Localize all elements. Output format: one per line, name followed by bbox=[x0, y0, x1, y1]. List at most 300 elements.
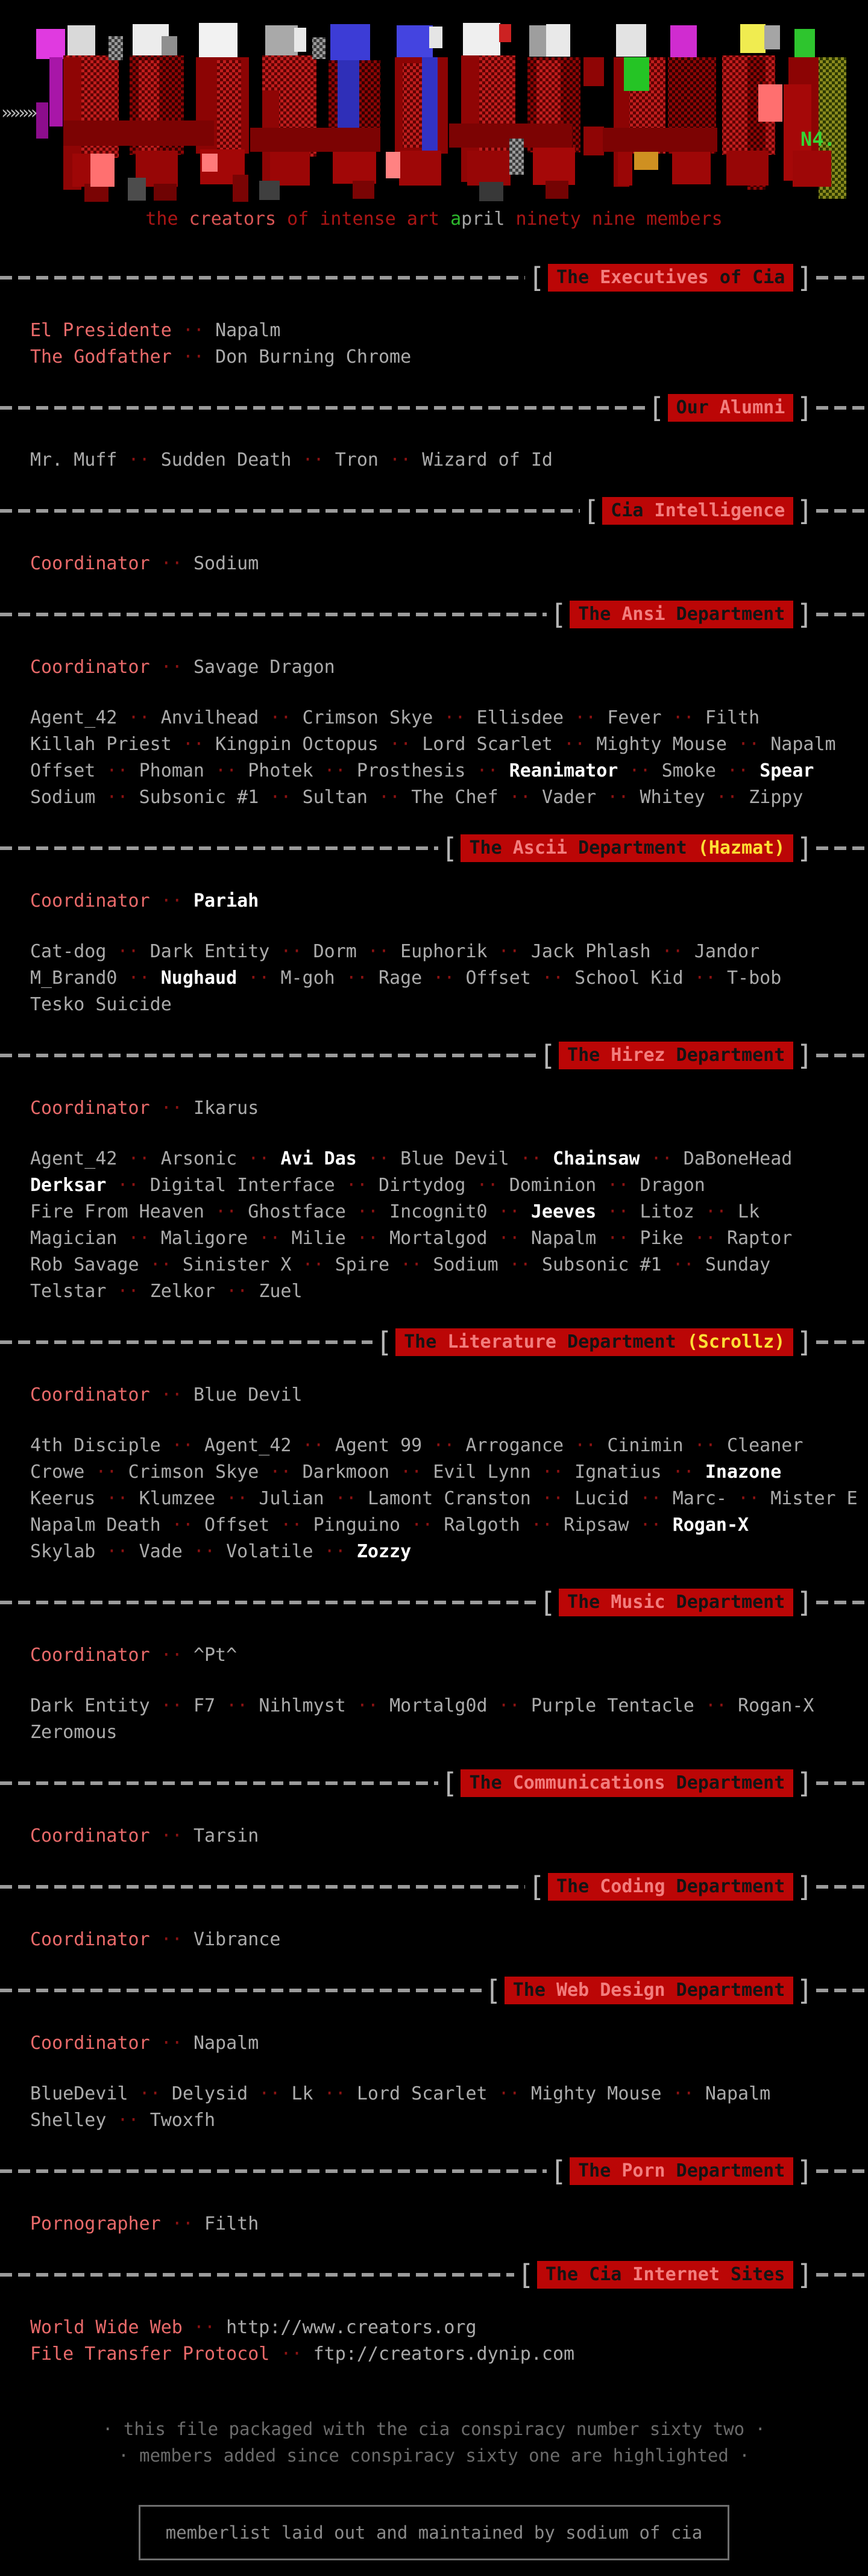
left-bracket-icon: [ bbox=[441, 832, 458, 864]
section-ascii-department bbox=[0, 833, 868, 1018]
right-bracket-icon: ] bbox=[796, 1586, 813, 1619]
dashed-rule-left bbox=[0, 1781, 438, 1785]
role-list bbox=[0, 1642, 868, 1669]
member-name: Reanimator bbox=[509, 760, 618, 781]
member-list bbox=[0, 447, 868, 474]
separator-dots: ·· bbox=[149, 553, 193, 574]
role-label: Pornographer bbox=[30, 2213, 161, 2234]
member-name: Offset bbox=[30, 760, 96, 781]
section-title-word: Department bbox=[567, 1331, 676, 1352]
separator-dots: ·· bbox=[117, 968, 161, 989]
separator-dots: ·· bbox=[465, 760, 509, 781]
member-row bbox=[30, 447, 868, 474]
dashed-rule-right bbox=[816, 406, 868, 410]
separator-dots: ·· bbox=[465, 1175, 509, 1196]
member-name: Rogan-X bbox=[672, 1515, 749, 1536]
member-name: Ralgoth bbox=[444, 1515, 520, 1536]
separator-dots: ·· bbox=[596, 787, 640, 808]
member-name: Dark Entity bbox=[149, 941, 270, 962]
section-header-ascii-department bbox=[0, 833, 868, 863]
member-name: Napalm bbox=[193, 2033, 259, 2054]
member-list bbox=[0, 939, 868, 1018]
separator-dots: ·· bbox=[487, 941, 531, 962]
separator-dots: ·· bbox=[160, 1435, 204, 1456]
member-name: Sodium bbox=[433, 1254, 498, 1275]
subtitle-part3: ninety nine members bbox=[505, 208, 723, 230]
left-bracket-icon: [ bbox=[376, 1326, 393, 1358]
dashed-rule-right bbox=[816, 613, 868, 616]
right-bracket-icon: ] bbox=[796, 598, 813, 631]
dashed-rule-left bbox=[0, 2273, 514, 2277]
member-name: Derksar bbox=[30, 1175, 107, 1196]
member-name: Pike bbox=[640, 1228, 684, 1249]
role-line bbox=[30, 1382, 868, 1408]
role-list bbox=[0, 2211, 868, 2237]
section-cia-internet-sites bbox=[0, 2260, 868, 2368]
section-header-music-department bbox=[0, 1587, 868, 1618]
separator-dots: ·· bbox=[661, 1462, 705, 1483]
separator-dots: ·· bbox=[487, 1695, 531, 1716]
member-name: Filth bbox=[204, 2213, 259, 2234]
member-name: Lord Scarlet bbox=[422, 734, 553, 755]
role-label: Coordinator bbox=[30, 890, 150, 911]
separator-dots: ·· bbox=[487, 1201, 531, 1222]
member-name: Avi Das bbox=[280, 1148, 357, 1169]
separator-dots: ·· bbox=[422, 1435, 466, 1456]
member-name: Jandor bbox=[694, 941, 760, 962]
section-title-word: Music bbox=[611, 1592, 665, 1613]
separator-dots: ·· bbox=[117, 707, 161, 728]
member-name: Offset bbox=[465, 968, 531, 989]
dashed-rule-left bbox=[0, 1340, 373, 1344]
member-name: Spear bbox=[760, 760, 814, 781]
member-name: Tron bbox=[335, 449, 379, 470]
member-name: Filth bbox=[705, 707, 760, 728]
member-name: BlueDevil bbox=[30, 2083, 128, 2104]
role-list bbox=[0, 1823, 868, 1849]
section-title-word: Department bbox=[578, 837, 687, 858]
section-title-word: Executives bbox=[600, 267, 709, 288]
separator-dots: ·· bbox=[259, 1462, 303, 1483]
separator-dots: ·· bbox=[422, 968, 466, 989]
member-row bbox=[30, 1486, 868, 1512]
separator-dots: ·· bbox=[313, 2083, 357, 2104]
member-name: Dirtydog bbox=[378, 1175, 466, 1196]
dashed-rule-right bbox=[816, 1781, 868, 1785]
member-name: Purple Tentacle bbox=[530, 1695, 694, 1716]
section-header-communications-department bbox=[0, 1768, 868, 1798]
member-name: Pariah bbox=[193, 890, 259, 911]
dashed-rule-right bbox=[816, 1054, 868, 1057]
separator-dots: ·· bbox=[149, 1098, 193, 1119]
member-name: Prosthesis bbox=[356, 760, 466, 781]
separator-dots: ·· bbox=[345, 1201, 390, 1222]
section-title-word: The bbox=[404, 1331, 437, 1352]
role-line bbox=[30, 2030, 868, 2057]
separator-dots: ·· bbox=[149, 2033, 193, 2054]
footer-credit-text: memberlist laid out and maintained by sodium of cia bbox=[165, 2522, 703, 2543]
section-title bbox=[602, 497, 793, 525]
separator-dots: ·· bbox=[204, 760, 248, 781]
separator-dots: ·· bbox=[215, 1695, 259, 1716]
separator-dots: ·· bbox=[694, 1201, 738, 1222]
section-title-word: Sites bbox=[730, 2264, 785, 2285]
section-ansi-department bbox=[0, 599, 868, 811]
member-name: Fever bbox=[607, 707, 662, 728]
member-name: Cat-dog bbox=[30, 941, 107, 962]
separator-dots: ·· bbox=[618, 760, 662, 781]
member-row bbox=[30, 965, 868, 992]
section-title-word: The bbox=[567, 1045, 600, 1066]
member-name: Ellisdee bbox=[476, 707, 564, 728]
dashed-rule-right bbox=[816, 1989, 868, 1992]
logo-ansi-art bbox=[0, 0, 868, 205]
member-row bbox=[30, 1252, 868, 1278]
member-name: Crimson Skye bbox=[302, 707, 433, 728]
section-title-word: Our bbox=[676, 397, 709, 418]
member-name: M_Brand0 bbox=[30, 968, 118, 989]
separator-dots: ·· bbox=[204, 1201, 248, 1222]
member-name: Tesko Suicide bbox=[30, 994, 172, 1015]
section-title-word: (Scrollz) bbox=[687, 1331, 785, 1352]
right-bracket-icon: ] bbox=[796, 261, 813, 294]
dashed-rule-right bbox=[816, 1601, 868, 1604]
dashed-rule-left bbox=[0, 276, 525, 280]
member-name: Ripsaw bbox=[564, 1515, 629, 1536]
separator-dots: ·· bbox=[248, 1228, 292, 1249]
role-list bbox=[0, 317, 868, 370]
separator-dots: ·· bbox=[715, 760, 760, 781]
member-name: Sultan bbox=[302, 787, 368, 808]
member-name: Lamont Cranston bbox=[367, 1488, 531, 1509]
member-name: Zippy bbox=[749, 787, 804, 808]
member-name: Incognit0 bbox=[389, 1201, 488, 1222]
right-bracket-icon: ] bbox=[796, 392, 813, 424]
member-name: Rob Savage bbox=[30, 1254, 139, 1275]
member-row bbox=[30, 1199, 868, 1225]
section-title bbox=[537, 2261, 793, 2289]
member-name: Vibrance bbox=[193, 1929, 281, 1950]
section-title bbox=[559, 1589, 793, 1616]
role-label: Coordinator bbox=[30, 657, 150, 678]
dashed-rule-left bbox=[0, 1601, 536, 1604]
subtitle-part1: the bbox=[145, 208, 189, 230]
member-name: M-goh bbox=[280, 968, 335, 989]
role-list bbox=[0, 654, 868, 681]
member-name: Shelley bbox=[30, 2110, 107, 2131]
separator-dots: ·· bbox=[269, 941, 313, 962]
role-label: Coordinator bbox=[30, 1645, 150, 1666]
section-title-word: of bbox=[719, 267, 742, 288]
section-title-word: (Hazmat) bbox=[697, 837, 785, 858]
left-bracket-icon: [ bbox=[528, 261, 545, 294]
section-header-intelligence bbox=[0, 496, 868, 526]
separator-dots: ·· bbox=[324, 1488, 368, 1509]
section-title-word: The bbox=[556, 1876, 590, 1897]
member-name: Arsonic bbox=[160, 1148, 237, 1169]
left-bracket-icon: [ bbox=[647, 392, 665, 424]
member-name: Lucid bbox=[574, 1488, 629, 1509]
member-list bbox=[0, 2081, 868, 2134]
separator-dots: ·· bbox=[291, 449, 335, 470]
separator-dots: ·· bbox=[661, 2083, 705, 2104]
member-name: Magician bbox=[30, 1228, 118, 1249]
separator-dots: ·· bbox=[553, 734, 597, 755]
member-name: Sudden Death bbox=[160, 449, 292, 470]
role-label: Coordinator bbox=[30, 1929, 150, 1950]
member-name: Nughaud bbox=[160, 968, 237, 989]
member-row bbox=[30, 1459, 868, 1486]
section-alumni bbox=[0, 393, 868, 474]
dashed-rule-left bbox=[0, 1989, 482, 1992]
role-list bbox=[0, 1927, 868, 1953]
member-row bbox=[30, 1433, 868, 1459]
member-name: F7 bbox=[193, 1695, 216, 1716]
member-name: Digital Interface bbox=[149, 1175, 335, 1196]
member-name: Inazone bbox=[705, 1462, 782, 1483]
section-title-word: The bbox=[556, 267, 590, 288]
separator-dots: ·· bbox=[694, 1695, 738, 1716]
left-bracket-icon: [ bbox=[582, 495, 600, 527]
separator-dots: ·· bbox=[149, 1384, 193, 1405]
section-coding-department bbox=[0, 1872, 868, 1953]
member-name: Smoke bbox=[661, 760, 716, 781]
section-literature-department bbox=[0, 1327, 868, 1565]
member-row bbox=[30, 939, 868, 965]
member-name: Napalm Death bbox=[30, 1515, 161, 1536]
section-title-word: Hirez bbox=[611, 1045, 665, 1066]
section-intelligence bbox=[0, 496, 868, 577]
section-title-word: Ansi bbox=[621, 604, 665, 625]
member-name: Napalm bbox=[705, 2083, 771, 2104]
section-title-word: The bbox=[578, 604, 611, 625]
right-bracket-icon: ] bbox=[796, 2155, 813, 2187]
member-name: Fire From Heaven bbox=[30, 1201, 204, 1222]
member-name: Agent_42 bbox=[204, 1435, 292, 1456]
separator-dots: ·· bbox=[171, 320, 216, 341]
member-name: 4th Disciple bbox=[30, 1435, 161, 1456]
member-name: Klumzee bbox=[139, 1488, 216, 1509]
member-name: Offset bbox=[204, 1515, 270, 1536]
section-title-word: Cia bbox=[752, 267, 785, 288]
member-row bbox=[30, 2081, 868, 2107]
separator-dots: ·· bbox=[149, 1825, 193, 1846]
right-bracket-icon: ] bbox=[796, 2259, 813, 2291]
member-name: Jeeves bbox=[530, 1201, 597, 1222]
separator-dots: ·· bbox=[106, 1175, 150, 1196]
member-name: Cleaner bbox=[727, 1435, 804, 1456]
separator-dots: ·· bbox=[705, 787, 749, 808]
member-name: DaBoneHead bbox=[683, 1148, 793, 1169]
separator-dots: ·· bbox=[149, 1695, 193, 1716]
section-title-word: Design bbox=[600, 1980, 665, 2001]
member-name: Nihlmyst bbox=[259, 1695, 346, 1716]
section-header-executives bbox=[0, 263, 868, 293]
memberlist-sections bbox=[0, 263, 868, 2368]
member-name: Zozzy bbox=[356, 1541, 412, 1562]
separator-dots: ·· bbox=[117, 1228, 161, 1249]
separator-dots: ·· bbox=[596, 1175, 640, 1196]
subtitle-creators: creators bbox=[189, 208, 277, 230]
left-bracket-icon: [ bbox=[550, 2155, 567, 2187]
right-bracket-icon: ] bbox=[796, 1039, 813, 1072]
section-title-word: Porn bbox=[621, 2160, 665, 2181]
member-name: Julian bbox=[259, 1488, 324, 1509]
dashed-rule-right bbox=[816, 1885, 868, 1889]
separator-dots: ·· bbox=[498, 1254, 542, 1275]
separator-dots: ·· bbox=[259, 787, 303, 808]
member-name: Sunday bbox=[705, 1254, 771, 1275]
dashed-rule-left bbox=[0, 406, 645, 410]
separator-dots: ·· bbox=[629, 1515, 673, 1536]
separator-dots: ·· bbox=[564, 707, 608, 728]
member-name: Don Burning Chrome bbox=[215, 346, 412, 367]
section-web-design-department bbox=[0, 1975, 868, 2134]
separator-dots: ·· bbox=[160, 1515, 204, 1536]
role-list bbox=[0, 2315, 868, 2368]
dashed-rule-right bbox=[816, 846, 868, 850]
footer-line-2: · members added since conspiracy sixty one are highlighted · bbox=[118, 2445, 750, 2466]
logo-header bbox=[0, 0, 868, 205]
separator-dots: ·· bbox=[149, 890, 193, 911]
separator-dots: ·· bbox=[530, 1462, 575, 1483]
section-hirez-department bbox=[0, 1040, 868, 1305]
member-name: Dominion bbox=[509, 1175, 597, 1196]
left-bracket-icon: [ bbox=[539, 1039, 556, 1072]
member-name: Tarsin bbox=[193, 1825, 259, 1846]
member-name: Mr. Muff bbox=[30, 449, 118, 470]
member-row bbox=[30, 1693, 868, 1719]
arrows-icon: »»»» bbox=[1, 102, 36, 123]
left-bracket-icon: [ bbox=[517, 2259, 534, 2291]
member-name: Savage Dragon bbox=[193, 657, 335, 678]
right-bracket-icon: ] bbox=[796, 1871, 813, 1903]
member-row bbox=[30, 784, 868, 811]
separator-dots: ·· bbox=[269, 1515, 313, 1536]
dashed-rule-right bbox=[816, 276, 868, 280]
separator-dots: ·· bbox=[95, 1541, 139, 1562]
dashed-rule-left bbox=[0, 613, 547, 616]
section-header-ansi-department bbox=[0, 599, 868, 630]
right-bracket-icon: ] bbox=[796, 1767, 813, 1799]
member-name: Raptor bbox=[727, 1228, 793, 1249]
separator-dots: ·· bbox=[389, 1254, 433, 1275]
separator-dots: ·· bbox=[335, 1175, 379, 1196]
section-header-web-design-department bbox=[0, 1975, 868, 2005]
member-name: Telstar bbox=[30, 1281, 107, 1302]
member-name: Mighty Mouse bbox=[530, 2083, 662, 2104]
section-header-cia-internet-sites bbox=[0, 2260, 868, 2290]
section-title-word: Literature bbox=[447, 1331, 556, 1352]
section-title-word: The bbox=[469, 1772, 502, 1793]
separator-dots: ·· bbox=[356, 941, 401, 962]
separator-dots: ·· bbox=[149, 657, 193, 678]
separator-dots: ·· bbox=[683, 1435, 727, 1456]
member-name: Euphorik bbox=[400, 941, 488, 962]
section-title-word: Web bbox=[556, 1980, 590, 2001]
role-line bbox=[30, 551, 868, 577]
member-name: Ghostface bbox=[248, 1201, 346, 1222]
member-list bbox=[0, 1433, 868, 1565]
member-name: Sinister X bbox=[182, 1254, 292, 1275]
section-header-hirez-department bbox=[0, 1040, 868, 1071]
separator-dots: ·· bbox=[182, 2317, 227, 2338]
separator-dots: ·· bbox=[400, 1515, 444, 1536]
left-bracket-icon: [ bbox=[528, 1871, 545, 1903]
section-title bbox=[668, 394, 794, 422]
separator-dots: ·· bbox=[269, 2343, 313, 2365]
member-name: Agent_42 bbox=[30, 707, 118, 728]
section-title bbox=[461, 1769, 793, 1797]
member-name: Napalm bbox=[215, 320, 281, 341]
member-name: Subsonic #1 bbox=[139, 787, 259, 808]
member-name: Twoxfh bbox=[149, 2110, 216, 2131]
subtitle-part2: of intense art bbox=[276, 208, 451, 230]
separator-dots: ·· bbox=[84, 1462, 128, 1483]
separator-dots: ·· bbox=[345, 1695, 390, 1716]
member-name: Agent 99 bbox=[335, 1435, 423, 1456]
dashed-rule-left bbox=[0, 2169, 547, 2173]
separator-dots: ·· bbox=[95, 1488, 139, 1509]
member-row bbox=[30, 705, 868, 731]
section-communications-department bbox=[0, 1768, 868, 1849]
separator-dots: ·· bbox=[727, 734, 771, 755]
role-line bbox=[30, 317, 868, 344]
section-title-word: Department bbox=[676, 604, 785, 625]
member-row bbox=[30, 1512, 868, 1539]
separator-dots: ·· bbox=[520, 1515, 564, 1536]
role-label: World Wide Web bbox=[30, 2317, 183, 2338]
member-row bbox=[30, 1146, 868, 1172]
section-title-word: The bbox=[469, 837, 502, 858]
separator-dots: ·· bbox=[727, 1488, 771, 1509]
section-title-word: Department bbox=[676, 1876, 785, 1897]
dashed-rule-right bbox=[816, 2169, 868, 2173]
role-label: Coordinator bbox=[30, 1825, 150, 1846]
separator-dots: ·· bbox=[433, 707, 477, 728]
separator-dots: ·· bbox=[596, 1228, 640, 1249]
role-list bbox=[0, 1382, 868, 1408]
section-title-word: Department bbox=[676, 1772, 785, 1793]
dashed-rule-right bbox=[816, 509, 868, 513]
section-title bbox=[505, 1977, 794, 2004]
role-line bbox=[30, 1095, 868, 1122]
member-name: Photek bbox=[248, 760, 313, 781]
member-name: Delysid bbox=[171, 2083, 248, 2104]
member-name: Marc- bbox=[672, 1488, 727, 1509]
member-name: Phoman bbox=[139, 760, 204, 781]
role-line bbox=[30, 1927, 868, 1953]
member-row bbox=[30, 992, 868, 1018]
member-name: Cinimin bbox=[607, 1435, 684, 1456]
section-executives bbox=[0, 263, 868, 370]
member-name: Pinguino bbox=[313, 1515, 401, 1536]
section-title-word: The bbox=[545, 2264, 579, 2285]
dashed-rule-left bbox=[0, 846, 438, 850]
role-line bbox=[30, 2211, 868, 2237]
role-line bbox=[30, 2315, 868, 2341]
section-title-word: The bbox=[512, 1980, 546, 2001]
subtitle-april-rest: pril bbox=[461, 208, 505, 230]
role-line bbox=[30, 654, 868, 681]
member-name: Blue Devil bbox=[193, 1384, 303, 1405]
member-name: Darkmoon bbox=[302, 1462, 390, 1483]
member-name: Anvilhead bbox=[160, 707, 259, 728]
section-title-word: The bbox=[578, 2160, 611, 2181]
separator-dots: ·· bbox=[117, 449, 161, 470]
role-list bbox=[0, 2030, 868, 2057]
separator-dots: ·· bbox=[335, 968, 379, 989]
